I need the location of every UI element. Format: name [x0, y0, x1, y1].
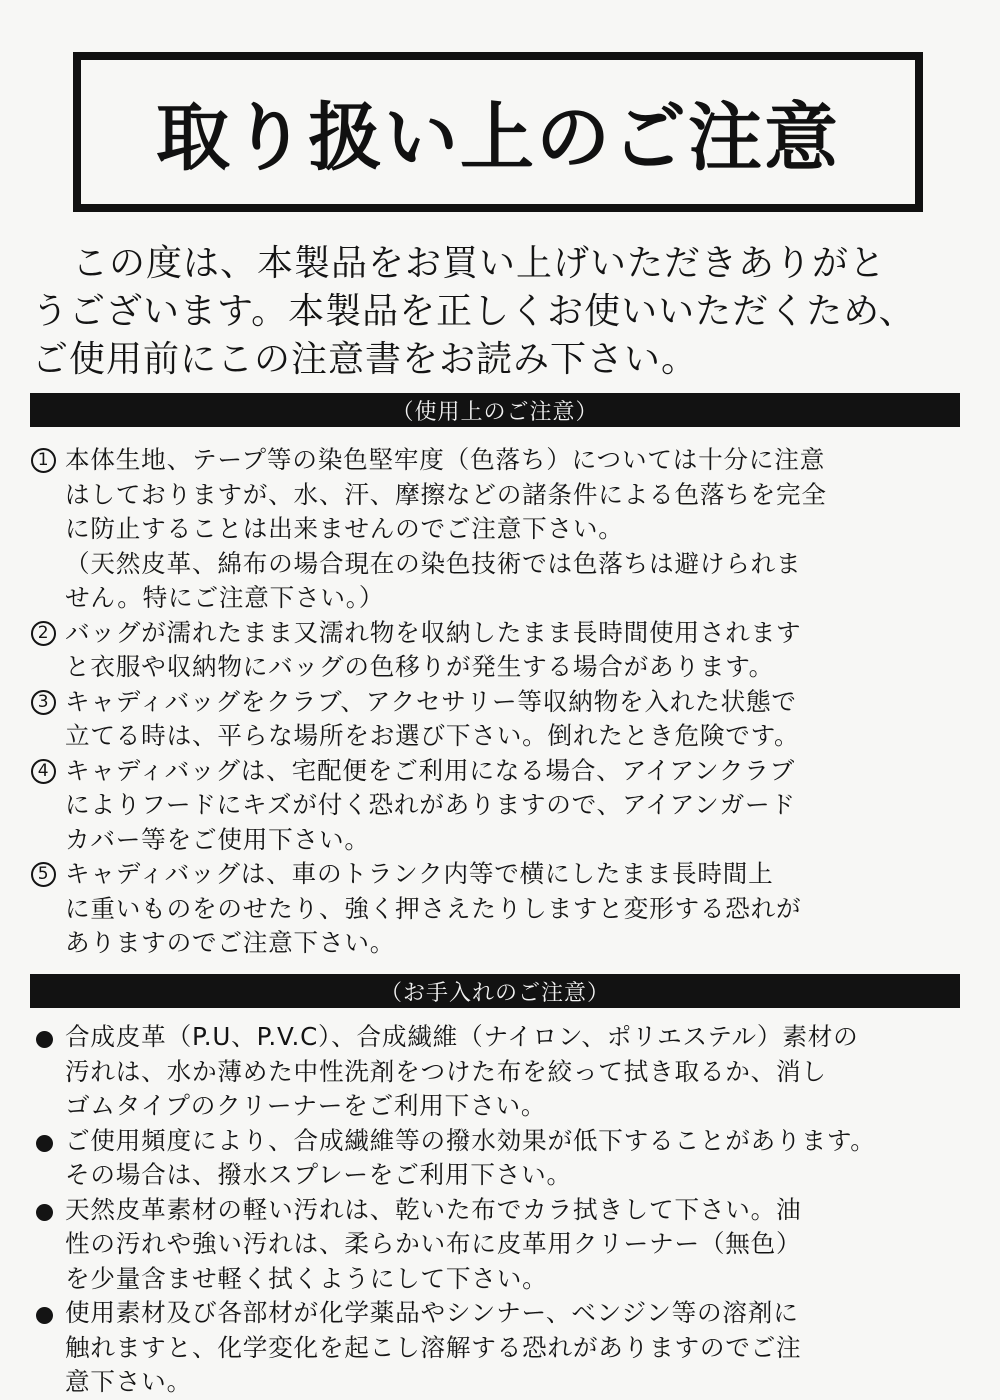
item-line: に重いものをのせたり、強く押さえたりしますと変形する恐れが	[65, 893, 802, 923]
item-line: と衣服や収納物にバッグの色移りが発生する場合があります。	[65, 652, 775, 681]
section-header-care	[30, 974, 960, 1008]
section-header-usage	[30, 393, 960, 427]
bullet-icon	[36, 1307, 53, 1324]
usage-caution-item	[30, 754, 970, 858]
item-line: ありますのでご注意下さい。	[65, 928, 396, 957]
item-line: キャディバッグは、宅配便をご利用になる場合、アイアンクラブ	[65, 755, 796, 785]
item-line: （天然皮革、綿布の場合現在の染色技術では色落ちは避けられま	[65, 548, 802, 578]
item-line: 触れますと、化学変化を起こし溶解する恐れがありますのでご注	[65, 1332, 802, 1362]
circled-number-1: 1	[31, 448, 56, 473]
title-box	[73, 52, 923, 212]
usage-caution-item	[30, 685, 970, 754]
intro-line: ご使用前にこの注意書をお読み下さい。	[32, 339, 699, 380]
care-caution-item	[30, 1020, 970, 1124]
page-title: 取り扱い上のご注意	[156, 95, 840, 181]
bullet-icon	[36, 1031, 53, 1048]
item-line: 汚れは、水か薄めた中性洗剤をつけた布を絞って拭き取るか、消し	[65, 1056, 827, 1086]
circled-number-2: 2	[31, 621, 56, 646]
care-caution-list	[30, 1020, 970, 1400]
intro-paragraph	[32, 240, 972, 384]
care-caution-item	[30, 1193, 970, 1297]
item-line: に防止することは出来ませんのでご注意下さい。	[65, 514, 624, 543]
item-line: 合成皮革（P.U、P.V.C）、合成繊維（ナイロン、ポリエステル）素材の	[65, 1022, 859, 1051]
item-line: ご使用頻度により、合成繊維等の撥水効果が低下することがあります。	[65, 1125, 876, 1155]
circled-number-5: 5	[31, 862, 56, 887]
section-header-usage-label: （使用上のご注意）	[391, 399, 599, 425]
item-line: せん。特にご注意下さい。）	[65, 583, 385, 612]
usage-caution-list	[30, 443, 970, 961]
item-line: その場合は、撥水スプレーをご利用下さい。	[65, 1160, 572, 1189]
circled-number-4: 4	[31, 759, 56, 784]
item-line: はしておりますが、水、汗、摩擦などの諸条件による色落ちを完全	[65, 479, 827, 509]
care-caution-item	[30, 1296, 970, 1400]
bullet-icon	[36, 1135, 53, 1152]
item-line: バッグが濡れたまま又濡れ物を収納したまま長時間使用されます	[65, 617, 802, 647]
item-line: キャディバッグをクラブ、アクセサリー等収納物を入れた状態で	[65, 686, 797, 716]
item-line: 意下さい。	[65, 1367, 192, 1396]
item-line: 天然皮革素材の軽い汚れは、乾いた布でカラ拭きして下さい。油	[65, 1194, 802, 1224]
usage-caution-item	[30, 857, 970, 961]
usage-caution-item	[30, 616, 970, 685]
bullet-icon	[36, 1204, 53, 1221]
item-line: 立てる時は、平らな場所をお選び下さい。倒れたとき危険です。	[65, 721, 800, 750]
item-line: カバー等をご使用下さい。	[65, 824, 370, 854]
intro-line: うございます。本製品を正しくお使いいただくため、	[32, 291, 916, 332]
item-line: 本体生地、テープ等の染色堅牢度（色落ち）については十分に注意	[65, 445, 826, 474]
item-line: 使用素材及び各部材が化学薬品やシンナー、ベンジン等の溶剤に	[65, 1298, 799, 1327]
usage-caution-item	[30, 443, 970, 616]
item-line: によりフードにキズが付く恐れがありますので、アイアンガード	[65, 790, 796, 819]
item-line: ゴムタイプのクリーナーをご利用下さい。	[65, 1091, 547, 1120]
section-header-care-label: （お手入れのご注意）	[379, 980, 610, 1006]
intro-line: この度は、本製品をお買い上げいただきありがと	[72, 243, 887, 284]
item-line: キャディバッグは、車のトランク内等で横にしたまま長時間上	[65, 859, 774, 888]
item-line: を少量含ませ軽く拭くようにして下さい。	[65, 1263, 548, 1293]
circled-number-3: 3	[31, 690, 56, 715]
item-line: 性の汚れや強い汚れは、柔らかい布に皮革用クリーナー（無色）	[65, 1229, 802, 1258]
care-caution-item	[30, 1124, 970, 1193]
